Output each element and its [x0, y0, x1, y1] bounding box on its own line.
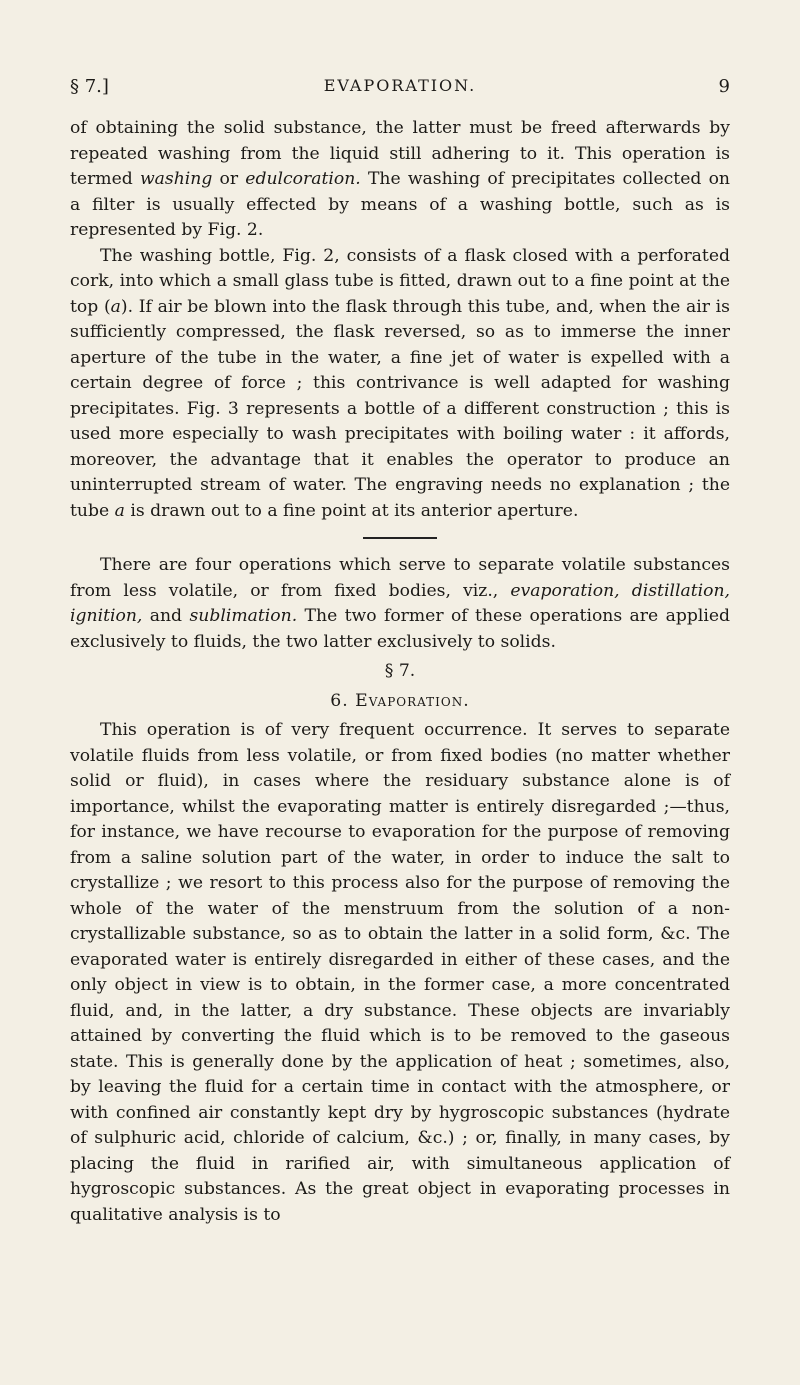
paragraph-evaporation: This operation is of very frequent occurrence. It serves to separate volatile fluids from less volatile, or from fixed bodies (no matter whether solid or fluid), in cases where the residuary substance alone is of importance, whilst the evaporating matter is entirely disregarded ;—thus, for instance, we have recourse to evaporation for the purpose of removing from a saline solution part of the water, in order to induce the salt to crystallize ; we resort to this process also for the purpose of removing the whole of the water of the menstruum from the solution of a non-crystallizable substance, so as to obtain the latter in a solid form, &c. The evaporated water is entirely disregarded in either of these cases, and the only object in view is to obtain, in the former case, a more concentrated fluid, and, in the latter, a dry substance. These objects are invariably attained by converting the fluid which is to be removed to the gaseous state. This is generally done by the application of heat ; sometimes, also, by leaving the fluid for a certain time in contact with the atmosphere, or with confined air constantly kept dry by hygroscopic substances (hydrate of sulphuric acid, chloride of calcium, &c.) ; or, finally, in many cases, by placing the fluid in rarified air, with simultaneous application of hygroscopic substances. As the great object in evaporating processes in qualitative analysis is to	[70, 720, 730, 1225]
paragraph-washing-bottle: The washing bottle, Fig. 2, consists of a flask closed with a perforated cork, into which a small glass tube is fitted, drawn out to a fine point at the top (a). If air be blown into the flask through this tube, and, when the air is sufficiently compressed, the flask reversed, so as to immerse the inner aperture of the tube in the water, a fine jet of water is expelled with a certain degree of force ; this contrivance is well adapted for washing precipitates. Fig. 3 represents a bottle of a different construction ; this is used more especially to wash precipitates with boiling water : it affords, moreover, the advantage that it enables the operator to produce an uninterrupted stream of water. The engraving needs no explanation ; the tube a is drawn out to a fine point at its anterior aperture.	[70, 245, 730, 521]
body-text	[70, 116, 730, 1228]
section-divider	[363, 537, 437, 539]
term-sublimation: sublimation.	[189, 606, 298, 626]
paragraph-washing: of obtaining the solid substance, the latter must be freed afterwards by repeated washing from the liquid still adhering to it. This operation is termed washing or edulcoration. The washing of precipitates collected on a filter is usually effected by means of a washing bottle, such as is represented by Fig. 2.	[70, 118, 730, 240]
header-title: EVAPORATION.	[323, 76, 477, 95]
running-header	[70, 76, 730, 106]
paragraph-four-operations: There are four operations which serve to separate volatile substances from less volatile, or from fixed bodies, viz., evaporation, distillation, ignition, and sublimation. The two former of these operations are applied exclusively to fluids, the two latter exclusively to solids.	[70, 555, 730, 652]
term-list: evaporation, distillation, ignition,	[70, 580, 730, 626]
section-mark: § 7.	[384, 661, 416, 681]
header-section-ref: § 7.]	[70, 76, 109, 97]
term-edulcoration: edulcoration.	[245, 169, 361, 189]
page-number: 9	[718, 76, 730, 97]
section-title: 6. Evaporation.	[330, 690, 470, 711]
term-washing: washing	[139, 169, 213, 189]
